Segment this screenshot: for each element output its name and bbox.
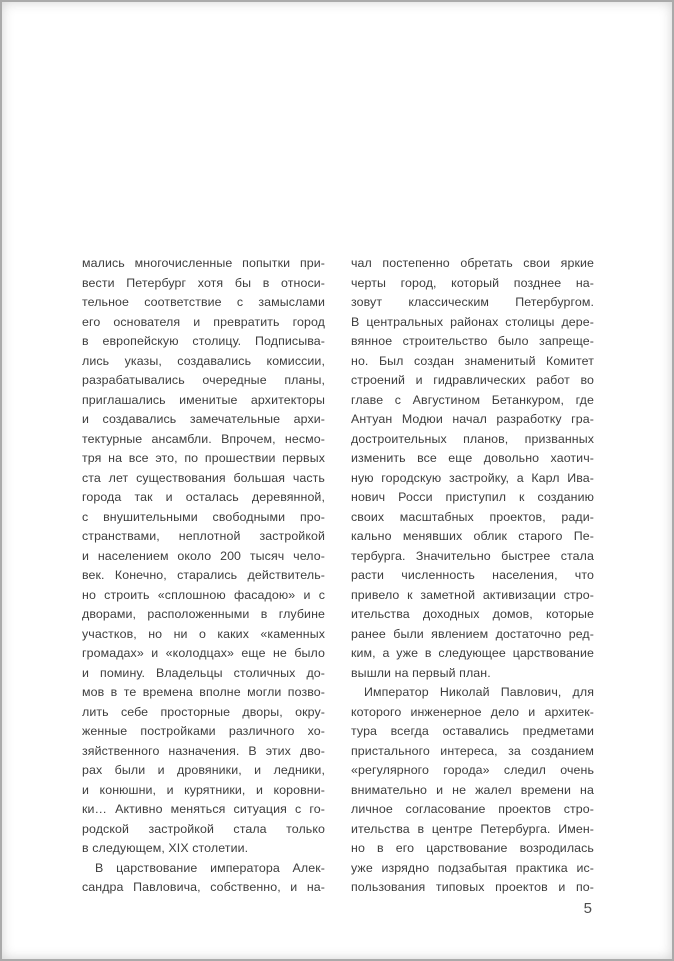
text-line: строений и гидравлических работ во — [351, 373, 594, 387]
text-line: ную городскую застройку, а Карл Ива- — [351, 470, 594, 485]
text-line: с внушительными свободными про- — [82, 509, 325, 524]
text-line: чал постепенно обретать свои яркие — [351, 256, 594, 270]
text-line: женные постройками различного хо- — [82, 724, 325, 738]
text-line: ки… Активно меняться ситуация с го- — [82, 802, 325, 816]
text-line: достроительных планов, призванных — [351, 431, 594, 446]
text-line: «регулярного города» следил очень — [351, 763, 594, 777]
text-line: и помину. Владельцы столичных до- — [82, 665, 325, 680]
text-line: уже изрядно подзабытая практика ис- — [351, 860, 594, 875]
text-line: и конюшни, и курятники, и коровни- — [82, 782, 325, 797]
paragraph — [82, 859, 325, 898]
paragraph — [351, 683, 594, 898]
text-line: но строить «сплошною фасадою» и с — [82, 587, 325, 602]
text-line: зяйственного назначения. В этих дво- — [82, 743, 325, 758]
text-line: тура всегда оставались предметами — [351, 724, 594, 738]
text-line: и населением около 200 тысяч чело- — [82, 548, 325, 563]
text-line: ким, а уже в следующее царствование — [351, 646, 594, 660]
text-line: привело к заметной активизации стро- — [351, 587, 594, 602]
text-line: Император Николай Павлович, для — [364, 685, 594, 699]
text-line: его основателя и превратить город — [82, 314, 325, 329]
page-number: 5 — [583, 900, 592, 917]
text-line: личное согласование проектов стро- — [351, 802, 594, 816]
text-line: города так и осталась деревянной, — [82, 490, 325, 504]
text-line: ительства в центре Петербурга. Имен- — [351, 821, 594, 836]
text-line: но. Был создан знаменитый Комитет — [351, 353, 594, 368]
text-line: зовут классическим Петербургом. — [351, 295, 594, 309]
text-line: и создавались замечательные архи- — [82, 412, 325, 426]
text-line: изменить все еще довольно хаотич- — [351, 451, 594, 465]
text-line: кально менявших облик старого Пе- — [351, 529, 594, 543]
text-line: расти численность населения, что — [351, 568, 594, 582]
text-line: Антуан Модюи начал разработку гра- — [351, 412, 594, 426]
text-line: ранее были явлением достаточно ред- — [351, 626, 594, 641]
text-line: рах были и дровяники, и ледники, — [82, 763, 325, 777]
text-line: пользования типовых проектов и по- — [351, 880, 594, 894]
text-line: в европейскую столицу. Подписыва- — [82, 334, 325, 348]
text-line: разрабатывались очередные планы, — [82, 373, 325, 387]
text-line: вести Петербург хотя бы в относи- — [82, 275, 325, 290]
text-line: дворами, расположенными в глубине — [82, 607, 325, 621]
text-line: тектурные ансамбли. Впрочем, несмо- — [82, 431, 325, 446]
text-line: главе с Августином Бетанкуром, где — [351, 392, 594, 407]
text-line: ительства доходных домов, которые — [351, 607, 594, 621]
text-line: странствами, неплотной застройкой — [82, 529, 325, 543]
text-line: но в его царствование возродилась — [351, 841, 594, 855]
text-line: век. Конечно, старались действитель- — [82, 568, 325, 582]
text-line: В царствование императора Алек- — [95, 860, 325, 875]
text-line: тербурга. Значительно быстрее стала — [351, 548, 594, 563]
text-line: приглашались именитые архитекторы — [82, 392, 325, 407]
text-line: черты город, который позднее на- — [351, 275, 594, 290]
paragraph — [82, 254, 325, 859]
text-line: вянное строительство было запреще- — [351, 334, 594, 348]
text-line: тря на все это, по прошествии первых — [82, 451, 325, 465]
text-line: пристального интереса, за созданием — [351, 743, 594, 758]
text-line: В центральных районах столицы дере- — [351, 314, 594, 329]
text-line: лить себе просторные дворы, окру- — [82, 704, 325, 719]
text-line: тельное соответствие с замыслами — [82, 295, 325, 309]
text-line: своих масштабных проектов, ради- — [351, 509, 594, 524]
text-line: мались многочисленные попытки при- — [82, 256, 325, 270]
text-line: нович Росси приступил к созданию — [351, 490, 594, 504]
text-line: громадах» и «колодцах» еще не было — [82, 646, 325, 660]
text-line: мов в те времена вполне могли позво- — [82, 685, 325, 699]
text-line: сандра Павловича, собственно, и на- — [82, 880, 325, 894]
text-line: внимательно и не жалел времени на — [351, 782, 594, 797]
text-line: лись указы, создавались комиссии, — [82, 353, 325, 368]
text-line: в следующем, XIX столетии. — [82, 841, 249, 855]
text-line: вышли на первый план. — [351, 665, 491, 680]
text-columns — [82, 254, 594, 898]
paragraph — [351, 254, 594, 683]
text-line: родской застройкой стала только — [82, 821, 325, 836]
column-right — [351, 254, 594, 898]
text-line: участков, но ни о каких «каменных — [82, 626, 325, 641]
text-line: которого инженерное дело и архитек- — [351, 704, 594, 719]
text-line: ста лет существования большая часть — [82, 470, 325, 485]
column-left — [82, 254, 325, 898]
